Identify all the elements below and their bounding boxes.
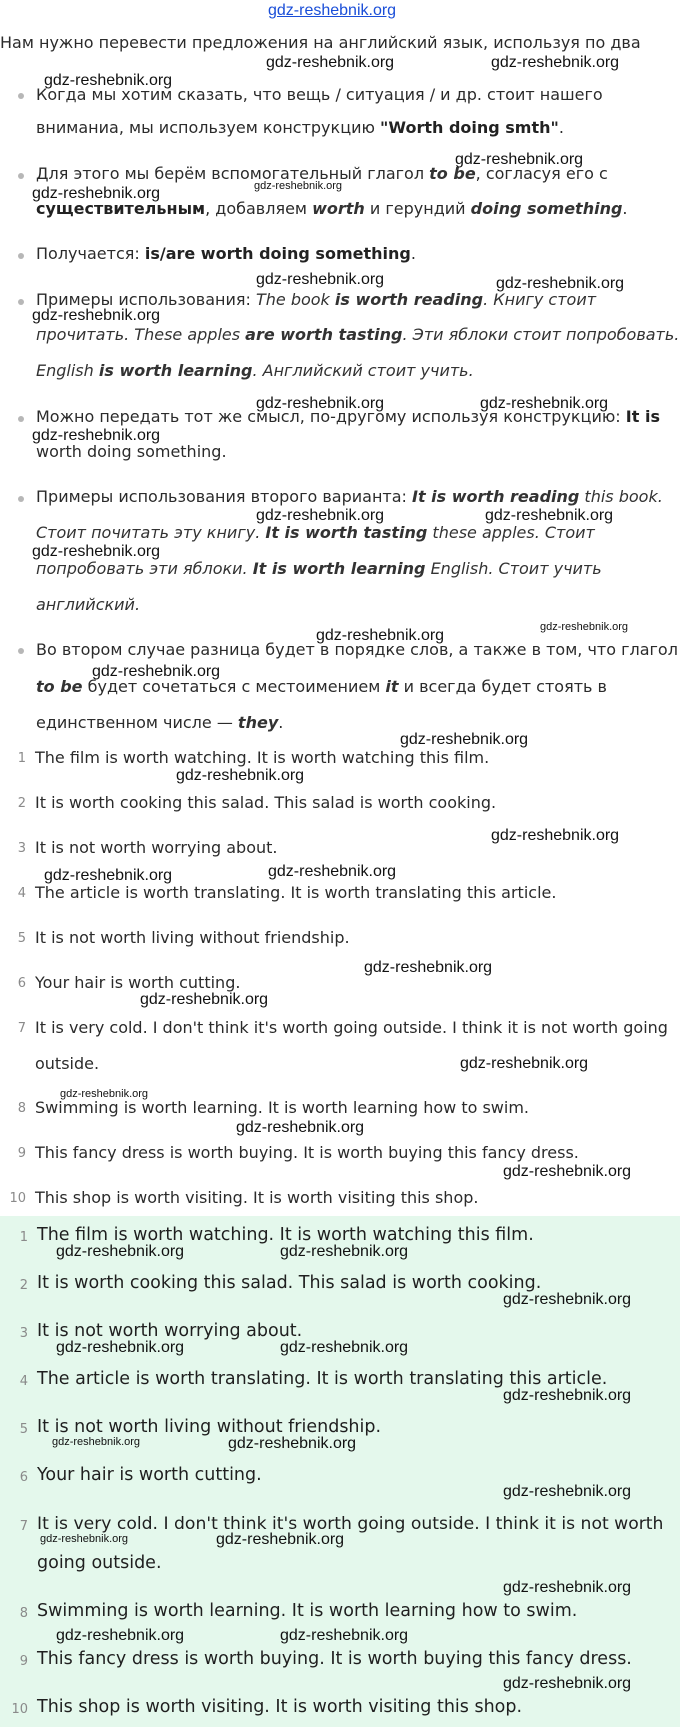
bullet-dot	[18, 93, 24, 99]
watermark: gdz-reshebnik.org	[485, 507, 614, 524]
bullet-6-line-4: английский.	[36, 595, 141, 614]
answer-sentence: This fancy dress is worth buying. It is worth buying this fancy dress.	[35, 1143, 579, 1162]
green-answer-number: 1	[19, 1230, 28, 1245]
bullet-4-line-3: English is worth learning. Английский стоит учить.	[36, 361, 474, 380]
watermark: gdz-reshebnik.org	[60, 1088, 149, 1100]
bullet-2-line-2: существительным, добавляем worth и герундий doing something.	[36, 199, 628, 218]
answer-sentence: It is not worth worrying about.	[35, 838, 278, 857]
bullet-dot	[18, 648, 24, 654]
watermark: gdz-reshebnik.org	[491, 54, 620, 71]
bullet-1-line-1: Когда мы хотим сказать, что вещь / ситуация / и др. стоит нашего	[36, 85, 603, 104]
watermark: gdz-reshebnik.org	[503, 1387, 632, 1404]
green-answer-number: 7	[19, 1519, 28, 1534]
watermark: gdz-reshebnik.org	[236, 1119, 365, 1136]
bullet-6-line-2: Стоит почитать эту книгу. It is worth tasting these apples. Стоит	[36, 523, 595, 542]
green-answer-sentence: The film is worth watching. It is worth watching this film.	[37, 1225, 534, 1245]
intro-text: Нам нужно перевести предложения на английский язык, используя по два	[0, 33, 641, 52]
green-answer-sentence: It is worth cooking this salad. This salad is worth cooking.	[37, 1273, 542, 1293]
watermark: gdz-reshebnik.org	[256, 507, 385, 524]
answer-number: 2	[17, 796, 26, 811]
watermark: gdz-reshebnik.org	[56, 1243, 185, 1260]
watermark: gdz-reshebnik.org	[56, 1339, 185, 1356]
green-answer-number: 10	[11, 1702, 28, 1717]
watermark: gdz-reshebnik.org	[32, 543, 161, 560]
answer-sentence: Swimming is worth learning. It is worth learning how to swim.	[35, 1098, 529, 1117]
answer-sentence: The article is worth translating. It is worth translating this article.	[35, 883, 557, 902]
green-answer-sentence: It is very cold. I don't think it's worth going outside. I think it is not worth	[37, 1514, 664, 1534]
green-answer-sentence: Your hair is worth cutting.	[37, 1465, 262, 1485]
green-answer-number: 5	[19, 1422, 28, 1437]
answer-sentence: It is worth cooking this salad. This salad is worth cooking.	[35, 793, 497, 812]
watermark: gdz-reshebnik.org	[256, 271, 385, 288]
watermark: gdz-reshebnik.org	[364, 959, 493, 976]
watermark: gdz-reshebnik.org	[496, 275, 625, 292]
answer-sentence: It is not worth living without friendship.	[35, 928, 350, 947]
green-answer-number: 8	[19, 1606, 28, 1621]
watermark: gdz-reshebnik.org	[503, 1483, 632, 1500]
answer-number: 1	[17, 751, 26, 766]
bullet-5-line-1: Можно передать тот же смысл, по-другому используя конструкцию: It is	[36, 407, 660, 426]
bullet-dot	[18, 253, 24, 259]
watermark: gdz-reshebnik.org	[266, 54, 395, 71]
answer-number: 3	[17, 841, 26, 856]
bullet-2-line-1: Для этого мы берём вспомогательный глагол to be, согласуя его с	[36, 164, 608, 183]
green-answer-number: 3	[19, 1326, 28, 1341]
answer-number: 7	[17, 1021, 26, 1036]
answer-number: 6	[17, 976, 26, 991]
watermark: gdz-reshebnik.org	[32, 427, 161, 444]
green-answer-number: 4	[19, 1374, 28, 1389]
bullet-dot	[18, 416, 24, 422]
answer-number: 8	[17, 1101, 26, 1116]
green-answer-sentence: It is not worth living without friendship.	[37, 1417, 382, 1437]
bullet-dot	[18, 173, 24, 179]
watermark: gdz-reshebnik.org	[44, 867, 173, 884]
answer-number: 10	[9, 1191, 26, 1206]
watermark: gdz-reshebnik.org	[176, 767, 305, 784]
bullet-dot	[18, 496, 24, 502]
green-answer-sentence: The article is worth translating. It is worth translating this article.	[37, 1369, 608, 1389]
answer-number: 4	[17, 886, 26, 901]
watermark-link[interactable]: gdz-reshebnik.org	[268, 2, 397, 19]
bullet-4-line-2: прочитать. These apples are worth tasting. Эти яблоки стоит попробовать.	[36, 325, 680, 344]
watermark: gdz-reshebnik.org	[280, 1627, 409, 1644]
bullet-4-line-1: Примеры использования: The book is worth reading. Книгу стоит	[36, 290, 597, 309]
watermark: gdz-reshebnik.org	[268, 863, 397, 880]
answer-sentence: Your hair is worth cutting.	[35, 973, 241, 992]
answer-sentence: This shop is worth visiting. It is worth visiting this shop.	[35, 1188, 479, 1207]
answer-sentence: The film is worth watching. It is worth watching this film.	[35, 748, 490, 767]
watermark: gdz-reshebnik.org	[280, 1339, 409, 1356]
green-answer-sentence: This fancy dress is worth buying. It is worth buying this fancy dress.	[37, 1649, 632, 1669]
green-answer-sentence: This shop is worth visiting. It is worth visiting this shop.	[37, 1697, 523, 1717]
watermark: gdz-reshebnik.org	[540, 621, 629, 633]
green-answer-number: 9	[19, 1654, 28, 1669]
watermark: gdz-reshebnik.org	[32, 185, 161, 202]
watermark: gdz-reshebnik.org	[503, 1579, 632, 1596]
answer-sentence-continued: outside.	[35, 1054, 100, 1073]
watermark: gdz-reshebnik.org	[32, 307, 161, 324]
answer-number: 9	[17, 1146, 26, 1161]
bullet-6-line-3: попробовать эти яблоки. It is worth learning English. Стоит учить	[36, 559, 602, 578]
bullet-7-line-3: единственном числе — they.	[36, 713, 284, 732]
watermark: gdz-reshebnik.org	[455, 151, 584, 168]
watermark: gdz-reshebnik.org	[228, 1435, 357, 1452]
watermark: gdz-reshebnik.org	[256, 395, 385, 412]
watermark: gdz-reshebnik.org	[503, 1675, 632, 1692]
watermark: gdz-reshebnik.org	[44, 72, 173, 89]
watermark: gdz-reshebnik.org	[280, 1243, 409, 1260]
watermark: gdz-reshebnik.org	[216, 1531, 345, 1548]
green-answer-sentence: Swimming is worth learning. It is worth learning how to swim.	[37, 1601, 578, 1621]
watermark: gdz-reshebnik.org	[140, 991, 269, 1008]
bullet-6-line-1: Примеры использования второго варианта: It is worth reading this book.	[36, 487, 663, 506]
green-answer-number: 2	[19, 1278, 28, 1293]
watermark: gdz-reshebnik.org	[480, 395, 609, 412]
bullet-7-line-2: to be будет сочетаться с местоимением it и всегда будет стоять в	[36, 677, 607, 696]
watermark: gdz-reshebnik.org	[503, 1163, 632, 1180]
watermark: gdz-reshebnik.org	[254, 180, 343, 192]
watermark: gdz-reshebnik.org	[316, 627, 445, 644]
watermark: gdz-reshebnik.org	[503, 1291, 632, 1308]
watermark: gdz-reshebnik.org	[56, 1627, 185, 1644]
bullet-5-line-2: worth doing something.	[36, 442, 227, 461]
bullet-7-line-1: Во втором случае разница будет в порядке слов, а также в том, что глагол	[36, 640, 678, 659]
green-answer-sentence-continued: going outside.	[37, 1553, 162, 1573]
bullet-1-line-2: вниманиa, мы используем конструкцию "Worth doing smth".	[36, 118, 564, 137]
answer-sentence: It is very cold. I don't think it's worth going outside. I think it is not worth going	[35, 1018, 668, 1037]
green-answer-sentence: It is not worth worrying about.	[37, 1321, 303, 1341]
watermark: gdz-reshebnik.org	[40, 1533, 129, 1545]
green-answer-number: 6	[19, 1470, 28, 1485]
watermark: gdz-reshebnik.org	[92, 663, 221, 680]
watermark: gdz-reshebnik.org	[460, 1055, 589, 1072]
watermark: gdz-reshebnik.org	[491, 827, 620, 844]
watermark: gdz-reshebnik.org	[52, 1436, 141, 1448]
bullet-3-line: Получается: is/are worth doing something.	[36, 244, 416, 263]
bullet-dot	[18, 299, 24, 305]
watermark: gdz-reshebnik.org	[400, 731, 529, 748]
answer-number: 5	[17, 931, 26, 946]
